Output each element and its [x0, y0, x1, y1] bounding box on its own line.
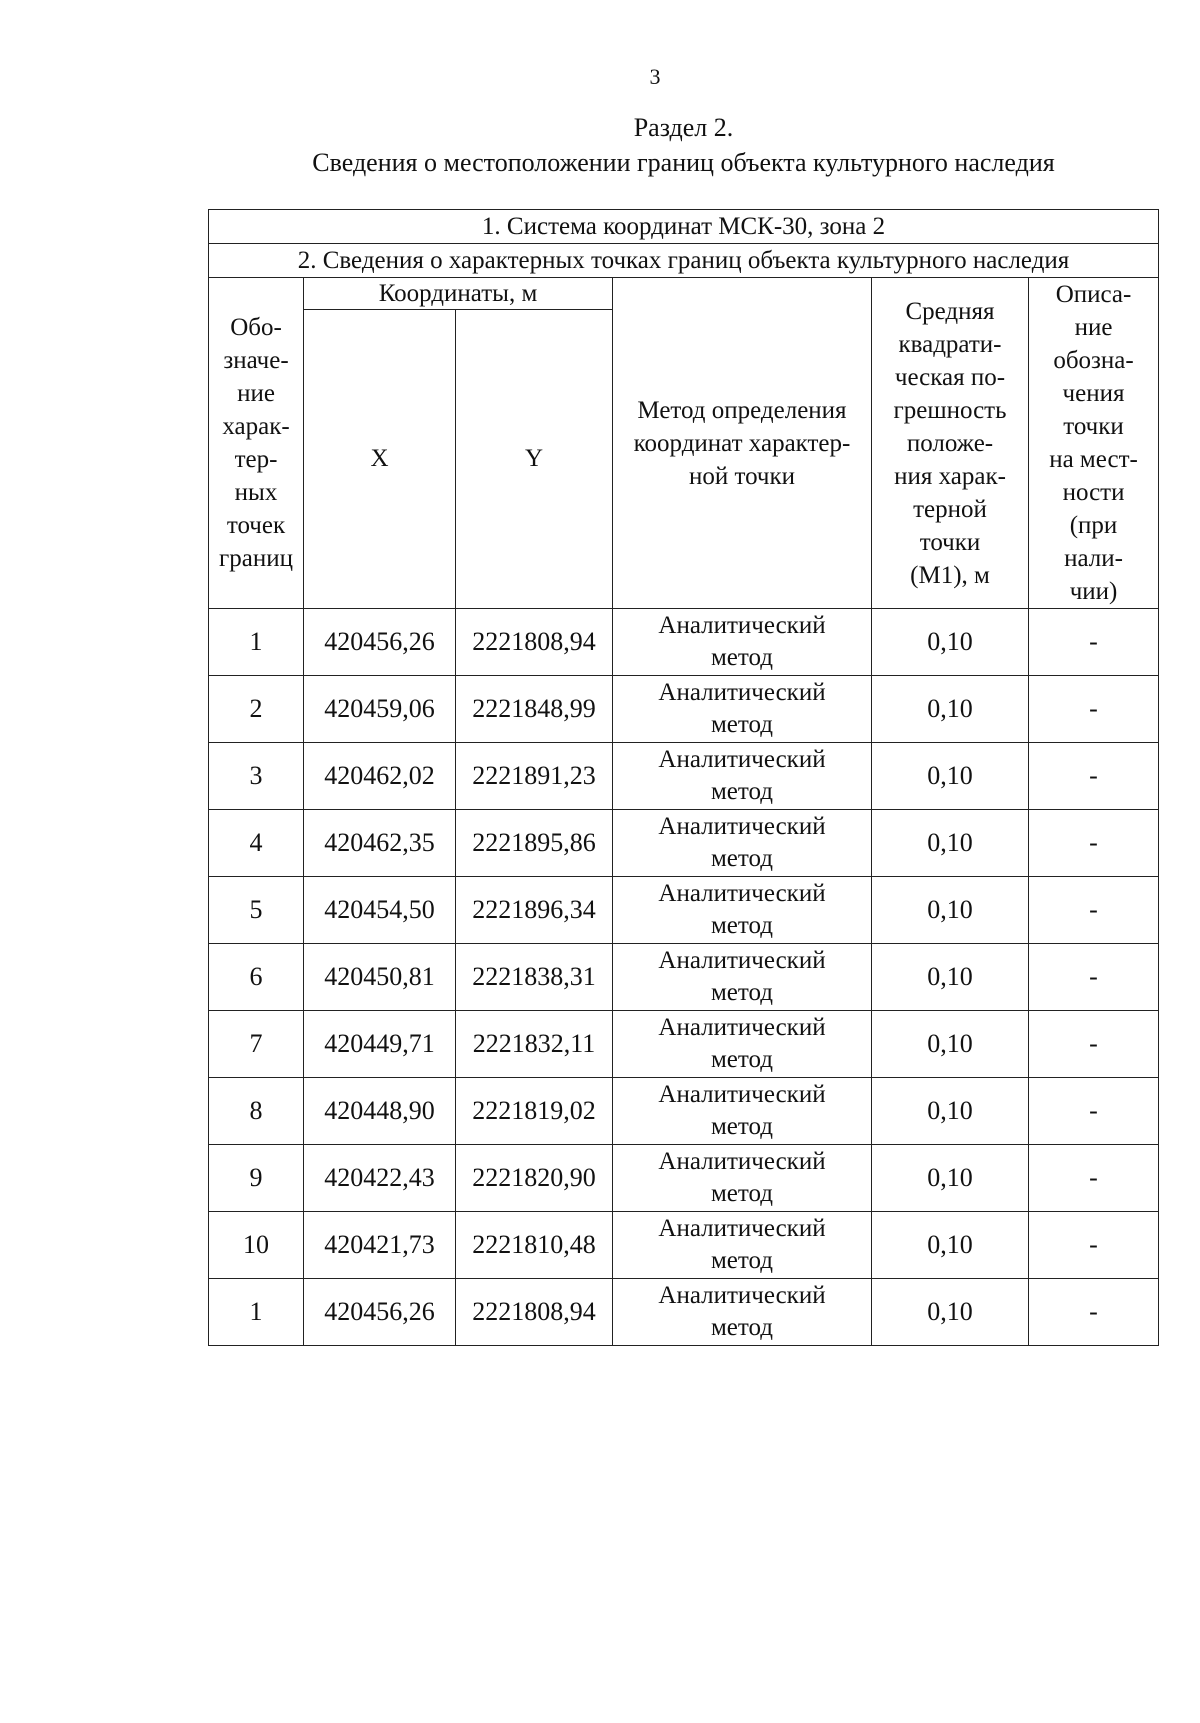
cell-description: - [1029, 743, 1159, 810]
cell-point: 6 [209, 944, 304, 1011]
header-description: Описа- ние обозна- чения точки на мест- ности (при нали- чии) [1029, 278, 1159, 609]
cell-point: 3 [209, 743, 304, 810]
cell-point: 5 [209, 877, 304, 944]
section-subtitle: Сведения о местоположении границ объекта культурного наследия [312, 148, 1055, 177]
cell-error: 0,10 [872, 877, 1029, 944]
coordinate-system-row [209, 210, 1159, 244]
cell-description: - [1029, 877, 1159, 944]
cell-y: 2221895,86 [456, 810, 613, 877]
cell-method: Аналитический метод [613, 743, 872, 810]
cell-description: - [1029, 944, 1159, 1011]
cell-point: 1 [209, 609, 304, 676]
table-row [209, 609, 1159, 676]
cell-y: 2221808,94 [456, 609, 613, 676]
table-row [209, 676, 1159, 743]
cell-error: 0,10 [872, 1212, 1029, 1279]
cell-method: Аналитический метод [613, 1078, 872, 1145]
cell-x: 420456,26 [304, 1279, 456, 1346]
cell-method: Аналитический метод [613, 676, 872, 743]
cell-description: - [1029, 1279, 1159, 1346]
cell-method: Аналитический метод [613, 609, 872, 676]
cell-point: 1 [209, 1279, 304, 1346]
cell-y: 2221819,02 [456, 1078, 613, 1145]
table-row [209, 877, 1159, 944]
cell-error: 0,10 [872, 1078, 1029, 1145]
cell-x: 420422,43 [304, 1145, 456, 1212]
cell-method: Аналитический метод [613, 1212, 872, 1279]
cell-point: 2 [209, 676, 304, 743]
cell-x: 420449,71 [304, 1011, 456, 1078]
cell-description: - [1029, 1078, 1159, 1145]
cell-x: 420456,26 [304, 609, 456, 676]
cell-x: 420450,81 [304, 944, 456, 1011]
points-caption-row [209, 244, 1159, 278]
cell-point: 9 [209, 1145, 304, 1212]
table-row [209, 1078, 1159, 1145]
cell-description: - [1029, 676, 1159, 743]
header-y: Y [456, 310, 613, 609]
cell-method: Аналитический метод [613, 1145, 872, 1212]
cell-y: 2221808,94 [456, 1279, 613, 1346]
cell-point: 7 [209, 1011, 304, 1078]
cell-error: 0,10 [872, 609, 1029, 676]
boundary-points-table [208, 209, 1159, 1346]
cell-point: 10 [209, 1212, 304, 1279]
header-x: X [304, 310, 456, 609]
cell-description: - [1029, 810, 1159, 877]
cell-method: Аналитический метод [613, 810, 872, 877]
cell-x: 420448,90 [304, 1078, 456, 1145]
table-row [209, 1145, 1159, 1212]
section-title: Раздел 2. [633, 113, 734, 142]
cell-description: - [1029, 1011, 1159, 1078]
cell-x: 420454,50 [304, 877, 456, 944]
cell-y: 2221832,11 [456, 1011, 613, 1078]
cell-error: 0,10 [872, 1145, 1029, 1212]
cell-point: 4 [209, 810, 304, 877]
cell-error: 0,10 [872, 944, 1029, 1011]
cell-x: 420462,02 [304, 743, 456, 810]
table-row [209, 944, 1159, 1011]
cell-x: 420459,06 [304, 676, 456, 743]
table-row [209, 1212, 1159, 1279]
table-row [209, 743, 1159, 810]
cell-error: 0,10 [872, 810, 1029, 877]
cell-y: 2221838,31 [456, 944, 613, 1011]
table-row [209, 1279, 1159, 1346]
cell-description: - [1029, 609, 1159, 676]
cell-method: Аналитический метод [613, 877, 872, 944]
cell-y: 2221820,90 [456, 1145, 613, 1212]
points-caption-label: 2. Сведения о характерных точках границ объекта культурного наследия [209, 244, 1159, 278]
table-row [209, 810, 1159, 877]
cell-error: 0,10 [872, 1279, 1029, 1346]
table-row [209, 1011, 1159, 1078]
page-number: 3 [649, 64, 661, 89]
cell-error: 0,10 [872, 1011, 1029, 1078]
cell-method: Аналитический метод [613, 944, 872, 1011]
cell-method: Аналитический метод [613, 1279, 872, 1346]
cell-x: 420462,35 [304, 810, 456, 877]
table-header-row [209, 278, 1159, 310]
cell-y: 2221891,23 [456, 743, 613, 810]
cell-point: 8 [209, 1078, 304, 1145]
cell-error: 0,10 [872, 676, 1029, 743]
cell-error: 0,10 [872, 743, 1029, 810]
cell-y: 2221848,99 [456, 676, 613, 743]
cell-description: - [1029, 1212, 1159, 1279]
cell-description: - [1029, 1145, 1159, 1212]
cell-y: 2221810,48 [456, 1212, 613, 1279]
header-point: Обо- значе- ние харак- тер- ных точек границ [209, 278, 304, 609]
coordinate-system-label: 1. Система координат МСК-30, зона 2 [209, 210, 1159, 244]
cell-y: 2221896,34 [456, 877, 613, 944]
header-coordinates: Координаты, м [304, 278, 613, 310]
cell-x: 420421,73 [304, 1212, 456, 1279]
header-error: Средняя квадрати- ческая по- грешность положе- ния харак- терной точки (M1), м [872, 278, 1029, 609]
cell-method: Аналитический метод [613, 1011, 872, 1078]
header-method: Метод определения координат характер- ной точки [613, 278, 872, 609]
